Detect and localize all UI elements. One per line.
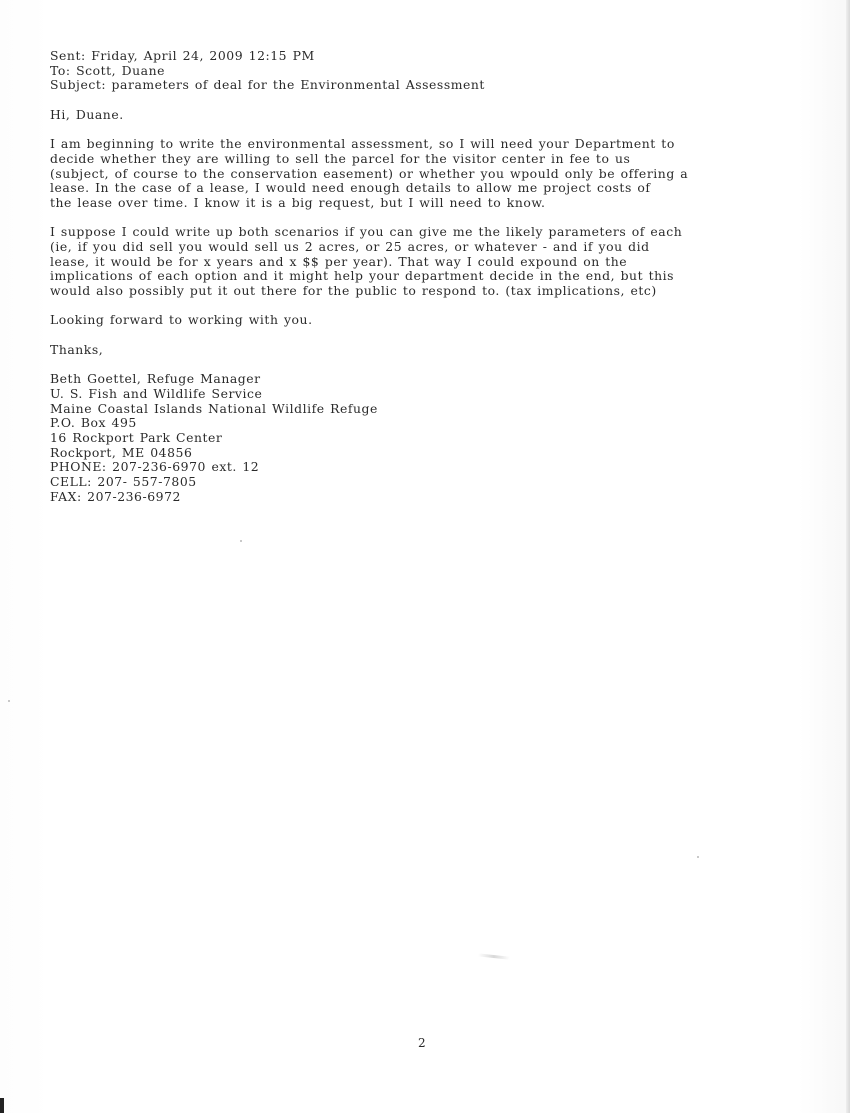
signature-street: 16 Rockport Park Center <box>50 429 223 445</box>
spacer <box>50 93 830 108</box>
spacer <box>50 328 830 343</box>
scan-speck <box>240 540 242 542</box>
paragraph1-line: I am beginning to write the environmental assessment, so I will need your Department to <box>50 136 675 152</box>
email-body <box>50 49 830 504</box>
paragraph2-line: I suppose I could write up both scenarios if you can give me the likely parameters of each <box>50 224 683 240</box>
closing-line: Looking forward to working with you. <box>50 312 313 328</box>
signature-refuge: Maine Coastal Islands National Wildlife Refuge <box>50 400 378 416</box>
signature-city: Rockport, ME 04856 <box>50 444 193 460</box>
signature-po-box: P.O. Box 495 <box>50 415 137 431</box>
signoff-line: Thanks, <box>50 341 104 357</box>
sent-line: Sent: Friday, April 24, 2009 12:15 PM <box>50 48 315 63</box>
to-line: To: Scott, Duane <box>50 62 166 78</box>
scan-edge-shadow <box>846 0 850 1113</box>
page-number: 2 <box>418 1036 426 1050</box>
paragraph1-line: the lease over time. I know it is a big request, but I will need to know. <box>50 194 546 210</box>
paragraph2-line: (ie, if you did sell you would sell us 2 acres, or 25 acres, or whatever - and if you did <box>50 238 650 254</box>
spacer <box>50 211 830 226</box>
signature-phone: PHONE: 207-236-6970 ext. 12 <box>50 459 260 475</box>
signature-agency: U. S. Fish and Wildlife Service <box>50 385 263 401</box>
subject-line: Subject: parameters of deal for the Environmental Assessment <box>50 77 485 93</box>
scan-speck <box>8 700 10 702</box>
scan-edge-mark <box>0 1098 4 1113</box>
paragraph1-line: decide whether they are willing to sell the parcel for the visitor center in fee to us <box>50 150 631 166</box>
scan-smudge <box>478 953 510 959</box>
scan-speck <box>697 856 699 858</box>
signature-cell: CELL: 207- 557-7805 <box>50 473 197 489</box>
paragraph1-line: (subject, of course to the conservation easement) or whether you wpould only be offering a <box>50 165 689 181</box>
paragraph2-line: implications of each option and it might help your department decide in the end, but this <box>50 268 675 284</box>
spacer <box>50 299 830 314</box>
greeting: Hi, Duane. <box>50 106 124 122</box>
paragraph1-line: lease. In the case of a lease, I would need enough details to allow me project costs of <box>50 180 651 196</box>
signature-fax: FAX: 207-236-6972 <box>50 488 181 504</box>
spacer <box>50 122 830 137</box>
spacer <box>50 357 830 372</box>
signature-name: Beth Goettel, Refuge Manager <box>50 371 261 387</box>
paragraph2-line: lease, it would be for x years and x $$ per year). That way I could expound on the <box>50 253 628 269</box>
paragraph2-line: would also possibly put it out there for the public to respond to. (tax implications, etc) <box>50 283 657 298</box>
